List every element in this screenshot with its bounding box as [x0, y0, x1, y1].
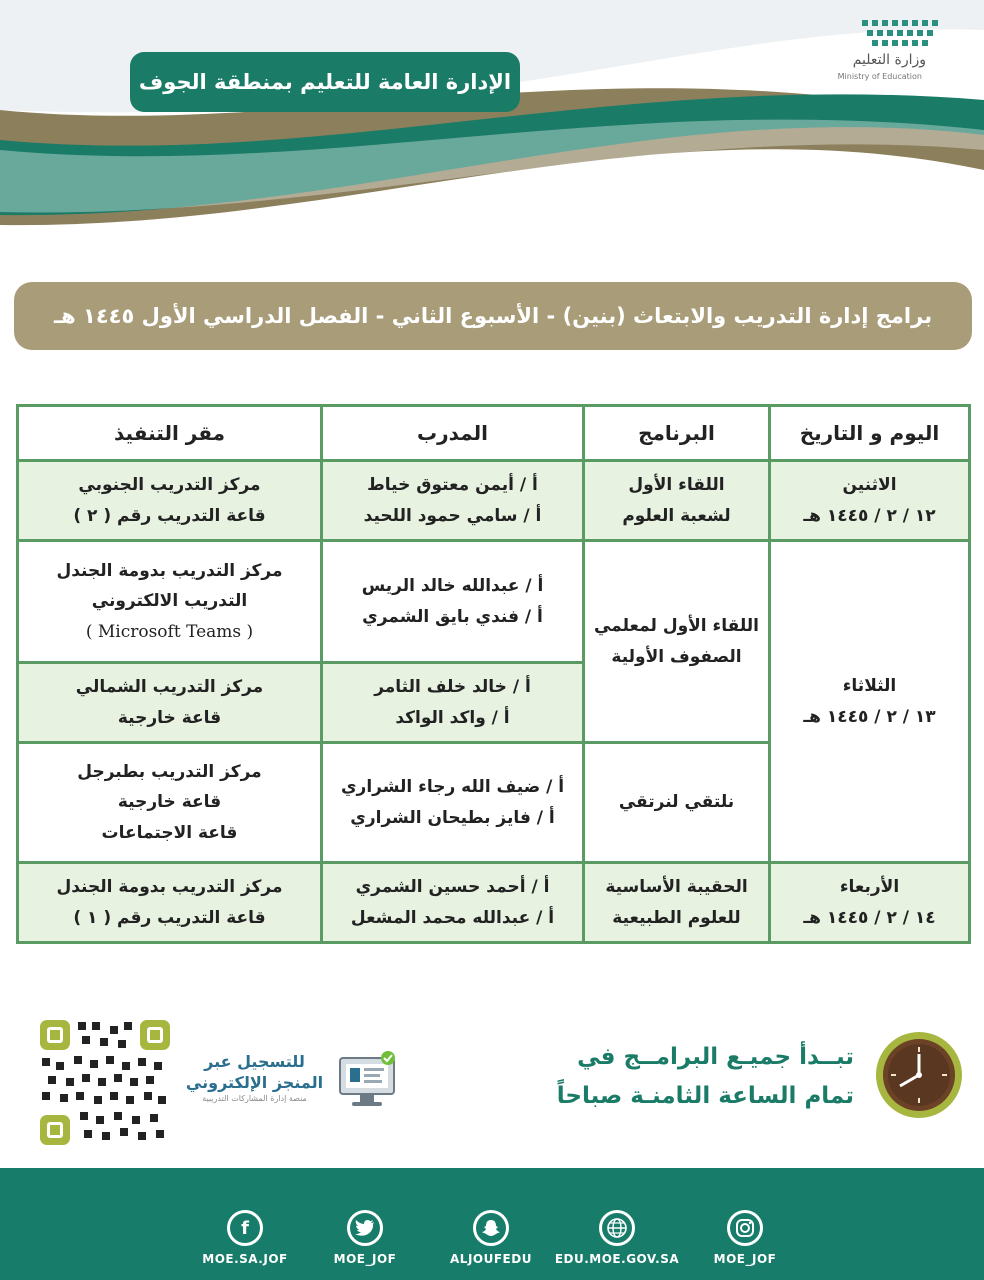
day-name: الأربعاء [839, 876, 900, 897]
table-header-row [18, 406, 970, 461]
region-title: الإدارة العامة للتعليم بمنطقة الجوف [138, 70, 512, 94]
venue-line: قاعة التدريب رقم ( ١ ) [73, 907, 266, 928]
header-program: البرنامج [584, 406, 770, 461]
qr-code-icon[interactable] [40, 1020, 170, 1145]
registration-line: للتسجيل عبر [204, 1052, 305, 1071]
day-date: ١٤ / ٢ / ١٤٤٥ هـ [803, 907, 936, 928]
program-cell [584, 863, 770, 943]
trainer-name: أ / ضيف الله رجاء الشراري [340, 776, 565, 797]
venue-line: مركز التدريب بدومة الجندل [56, 560, 283, 581]
venue-line: مركز التدريب الجنوبي [78, 474, 261, 495]
program-cell [584, 541, 770, 743]
trainer-cell [322, 541, 584, 663]
day-cell [770, 461, 970, 541]
notice-line: تبــدأ جميـع البرامــج في [577, 1044, 854, 1070]
program-cell [584, 743, 770, 863]
venue-cell [18, 743, 322, 863]
program-line: اللقاء الأول [628, 474, 725, 495]
social-label: MOE_JOF [333, 1252, 397, 1266]
header-venue: مقر التنفيذ [18, 406, 322, 461]
venue-line: قاعة التدريب رقم ( ٢ ) [73, 505, 266, 526]
program-line: للعلوم الطبيعية [612, 907, 741, 928]
program-line: نلتقي لنرتقي [618, 792, 735, 813]
schedule-title: برامج إدارة التدريب والابتعاث (بنين) - الأسبوع الثاني - الفصل الدراسي الأول ١٤٤٥ هـ [53, 304, 933, 328]
social-website[interactable] [552, 1210, 682, 1266]
trainer-name: أ / سامي حمود اللحيد [363, 505, 542, 526]
social-label: MOE.SA.JOF [202, 1252, 288, 1266]
twitter-icon[interactable] [347, 1210, 383, 1246]
social-facebook[interactable] [180, 1210, 310, 1266]
ministry-name-ar: وزارة التعليم [852, 52, 926, 68]
trainer-cell [322, 863, 584, 943]
trainer-name: أ / واكد الواكد [395, 707, 510, 728]
trainer-name: أ / عبدالله محمد المشعل [350, 907, 555, 928]
venue-line: قاعة الاجتماعات [101, 822, 238, 843]
schedule-table [16, 404, 971, 944]
facebook-icon[interactable]: f [227, 1210, 263, 1246]
program-line: اللقاء الأول لمعلمي [593, 615, 759, 636]
social-label: EDU.MOE.GOV.SA [554, 1252, 680, 1266]
computer-monitor-icon [338, 1050, 398, 1108]
day-date: ١٣ / ٢ / ١٤٤٥ هـ [803, 706, 936, 727]
table-row [18, 541, 970, 663]
venue-line: ( Microsoft Teams ) [85, 621, 254, 642]
trainer-name: أ / أيمن معتوق خياط [367, 474, 538, 495]
header-trainer: المدرب [322, 406, 584, 461]
venue-cell [18, 461, 322, 541]
trainer-cell [322, 663, 584, 743]
venue-line: قاعة خارجية [117, 707, 222, 728]
trainer-cell [322, 461, 584, 541]
venue-cell [18, 663, 322, 743]
social-label: MOE_JOF [713, 1252, 777, 1266]
clock-icon [874, 1030, 964, 1120]
venue-line: التدريب الالكتروني [91, 591, 248, 612]
header-day-date: اليوم و التاريخ [770, 406, 970, 461]
notice-line: تمام الساعة الثامنـة صباحاً [556, 1083, 854, 1110]
venue-line: مركز التدريب بدومة الجندل [56, 876, 283, 897]
venue-cell [18, 863, 322, 943]
trainer-name: أ / خالد خلف الثامر [374, 676, 531, 697]
day-date: ١٢ / ٢ / ١٤٤٥ هـ [803, 505, 936, 526]
program-line: الصفوف الأولية [611, 646, 742, 667]
day-name: الاثنين [842, 474, 897, 495]
social-label: ALJOUFEDU [450, 1252, 532, 1266]
trainer-name: أ / عبدالله خالد الريس [361, 575, 544, 596]
program-line: الحقيبة الأساسية [605, 876, 748, 897]
venue-line: مركز التدريب بطبرجل [77, 761, 262, 782]
program-line: لشعبة العلوم [622, 505, 731, 526]
start-time-notice [434, 1038, 854, 1116]
day-cell [770, 541, 970, 863]
social-instagram[interactable] [680, 1210, 810, 1266]
region-title-badge [130, 52, 520, 112]
venue-line: مركز التدريب الشمالي [75, 676, 264, 697]
trainer-name: أ / فايز بطيحان الشراري [350, 807, 555, 828]
social-twitter[interactable] [300, 1210, 430, 1266]
registration-subtitle: منصة إدارة المشاركات التدريبية [202, 1093, 307, 1103]
table-row [18, 863, 970, 943]
venue-line: قاعة خارجية [117, 792, 222, 813]
trainer-name: أ / أحمد حسين الشمري [355, 876, 550, 897]
registration-label [182, 1052, 327, 1104]
trainer-name: أ / فندي بايق الشمري [362, 606, 543, 627]
social-snapchat[interactable] [426, 1210, 556, 1266]
day-name: الثلاثاء [842, 675, 897, 696]
trainer-cell [322, 743, 584, 863]
ministry-name-en: Ministry of Education [837, 72, 922, 81]
schedule-title-bar [14, 282, 972, 350]
snapchat-icon[interactable] [473, 1210, 509, 1246]
day-cell [770, 863, 970, 943]
table-row [18, 461, 970, 541]
instagram-icon[interactable] [727, 1210, 763, 1246]
program-cell [584, 461, 770, 541]
globe-icon[interactable] [599, 1210, 635, 1246]
venue-cell [18, 541, 322, 663]
registration-line: المنجز الإلكتروني [185, 1072, 324, 1092]
